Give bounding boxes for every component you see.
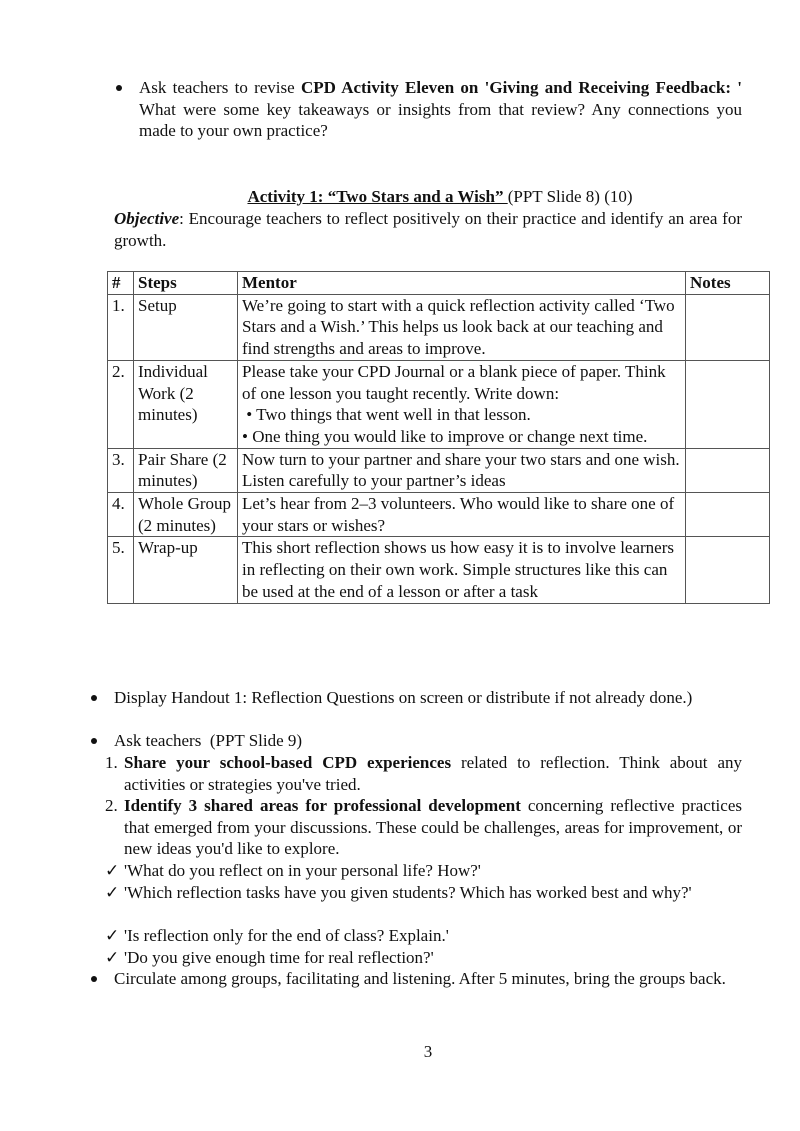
mentor-line: • One thing you would like to improve or change next time. [242, 426, 648, 446]
page-number: 3 [423, 1042, 433, 1061]
numbered-item-2 [105, 795, 742, 860]
table-row [108, 493, 770, 537]
item-number: 2. [105, 796, 118, 815]
ask-teachers-bullet: Ask teachers (PPT Slide 9) [114, 731, 303, 750]
table-row [108, 537, 770, 603]
item1-bold: Share your school-based CPD experiences [124, 753, 452, 772]
numbered-item-1 [105, 752, 742, 795]
bullet-dot [91, 976, 97, 982]
mentor-line: • Two things that went well in that lesson. [242, 405, 531, 425]
check-text: 'Do you give enough time for real reflection?' [124, 948, 434, 967]
circulate-bullet: Circulate among groups, facilitating and listening. After 5 minutes, bring the groups back. [114, 969, 726, 988]
header-notes: Notes [686, 272, 770, 295]
row-step: Whole Group (2 minutes) [134, 493, 238, 537]
row-mentor: We’re going to start with a quick reflection activity called ‘Two Stars and a Wish.’ This helps us look back at our teaching and find strengths and areas to improve. [238, 294, 686, 360]
objective [114, 208, 742, 251]
header-steps: Steps [134, 272, 238, 295]
row-num: 1. [108, 294, 134, 360]
objective-label: Objective [114, 209, 180, 228]
table-row [108, 360, 770, 448]
row-notes [686, 537, 770, 603]
bullet-dot [91, 695, 97, 701]
row-num: 4. [108, 493, 134, 537]
check-text: 'What do you reflect on in your personal life? How?' [124, 861, 481, 880]
row-step: Individual Work (2 minutes) [134, 360, 238, 448]
row-notes [686, 493, 770, 537]
checkmark-icon: ✓ [105, 861, 120, 880]
row-mentor [238, 360, 686, 448]
check-item [105, 947, 742, 969]
item1-text: related to reflection. Think about any activities or strategies you've tried. [124, 753, 742, 794]
display-handout-bullet: Display Handout 1: Reflection Questions on screen or distribute if not already done.) [114, 688, 693, 707]
row-step: Wrap-up [134, 537, 238, 603]
check-text: 'Is reflection only for the end of class? Explain.' [124, 926, 449, 945]
check-item [105, 925, 742, 947]
item-number: 1. [105, 753, 118, 772]
checkmark-icon: ✓ [105, 883, 120, 902]
row-mentor: Let’s hear from 2–3 volunteers. Who would like to share one of your stars or wishes? [238, 493, 686, 537]
header-num: # [108, 272, 134, 295]
mentor-line: Please take your CPD Journal or a blank piece of paper. Think of one lesson you taught recently. Write down: [242, 361, 666, 403]
row-mentor: Now turn to your partner and share your two stars and one wish. Listen carefully to your partner’s ideas [238, 448, 686, 492]
item2-bold: Identify 3 shared areas for professional development [124, 796, 521, 815]
bullet-dot [116, 85, 122, 91]
table-header-row [108, 272, 770, 295]
row-notes [686, 360, 770, 448]
row-num: 2. [108, 360, 134, 448]
row-notes [686, 294, 770, 360]
intro-text: Ask teachers to revise [139, 78, 301, 97]
check-item [105, 860, 742, 882]
activity-title-text: Activity 1: “Two Stars and a Wish” [247, 187, 508, 206]
check-item [105, 882, 742, 904]
check-text: 'Which reflection tasks have you given students? Which has worked best and why?' [124, 883, 692, 902]
row-num: 3. [108, 448, 134, 492]
intro-bullet [139, 77, 742, 142]
objective-text: : Encourage teachers to reflect positively on their practice and identify an area for growth. [114, 209, 742, 250]
row-step: Setup [134, 294, 238, 360]
header-mentor: Mentor [238, 272, 686, 295]
steps-table [107, 271, 770, 604]
intro-bold: CPD Activity Eleven on 'Giving and Receiving Feedback: ' [300, 78, 743, 97]
row-num: 5. [108, 537, 134, 603]
row-notes [686, 448, 770, 492]
row-mentor: This short reflection shows us how easy it is to involve learners in reflecting on their own work. Simple structures like this can be used at the end of a lesson or after a task [238, 537, 686, 603]
table-row [108, 294, 770, 360]
item2-text: concerning reflective practices that emerged from your discussions. These could be challenges, areas for improvement, or new ideas you'd like to explore. [124, 796, 742, 859]
row-step: Pair Share (2 minutes) [134, 448, 238, 492]
bullet-dot [91, 738, 97, 744]
intro-text-2: What were some key takeaways or insights from that review? Any connections you made to your own practice? [139, 99, 742, 141]
activity-title-suffix: (PPT Slide 8) (10) [507, 187, 633, 206]
activity-title [0, 186, 800, 208]
checkmark-icon: ✓ [105, 948, 120, 967]
checkmark-icon: ✓ [105, 926, 120, 945]
table-row [108, 448, 770, 492]
